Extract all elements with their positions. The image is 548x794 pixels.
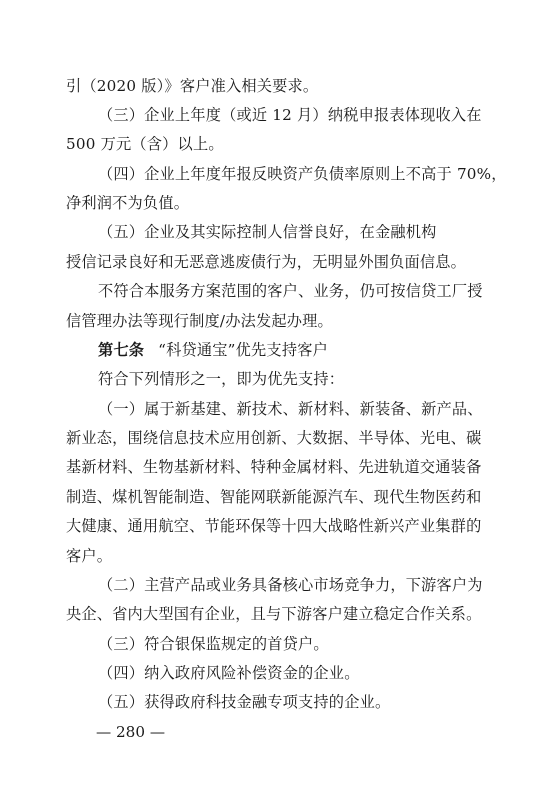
paragraph-line: 符合下列情形之一，即为优先支持： <box>98 370 345 388</box>
paragraph-line: （四）企业上年度年报反映资产负债率原则上不高于 70%， <box>98 165 507 183</box>
paragraph-line: 净利润不为负值。 <box>66 194 190 212</box>
paragraph-line: 基新材料、生物基新材料、特种金属材料、先进轨道交通装备 <box>66 458 482 476</box>
paragraph-line: （三）企业上年度（或近 12 月）纳税申报表体现收入在 <box>98 106 482 124</box>
page-number: — 280 — <box>96 723 166 741</box>
paragraph-line: （五）企业及其实际控制人信誉良好，在金融机构 <box>98 223 437 241</box>
article-heading <box>98 340 514 360</box>
paragraph-line: 500 万元（含）以上。 <box>66 135 224 153</box>
paragraph-line: （一）属于新基建、新技术、新材料、新装备、新产品、 <box>98 400 483 418</box>
paragraph-line: 信管理办法等现行制度/办法发起办理。 <box>66 312 333 330</box>
paragraph-line: （五）获得政府科技金融专项支持的企业。 <box>98 693 391 711</box>
paragraph-line: 大健康、通用航空、节能环保等十四大战略性新兴产业集群的 <box>66 517 482 535</box>
paragraph-line: 引（2020 版）》客户准入相关要求。 <box>66 77 319 95</box>
paragraph-line: 央企、省内大型国有企业，且与下游客户建立稳定合作关系。 <box>66 605 482 623</box>
paragraph-line: 客户。 <box>66 547 113 565</box>
paragraph-line: 制造、煤机智能制造、智能网联新能源汽车、现代生物医药和 <box>66 488 482 506</box>
article-number: 第七条 <box>98 341 145 359</box>
paragraph-line: 新业态，围绕信息技术应用创新、大数据、半导体、光电、碳 <box>66 429 482 447</box>
article-title: “科贷通宝”优先支持客户 <box>158 341 328 359</box>
paragraph-line: （二）主营产品或业务具备核心市场竞争力，下游客户为 <box>98 576 483 594</box>
paragraph-line: 不符合本服务方案范围的客户、业务，仍可按信贷工厂授 <box>98 282 483 300</box>
paragraph-line: （四）纳入政府风险补偿资金的企业。 <box>98 664 360 682</box>
paragraph-line: 授信记录良好和无恶意逃废债行为，无明显外围负面信息。 <box>66 253 467 271</box>
paragraph-line: （三）符合银保监规定的首贷户。 <box>98 635 329 653</box>
